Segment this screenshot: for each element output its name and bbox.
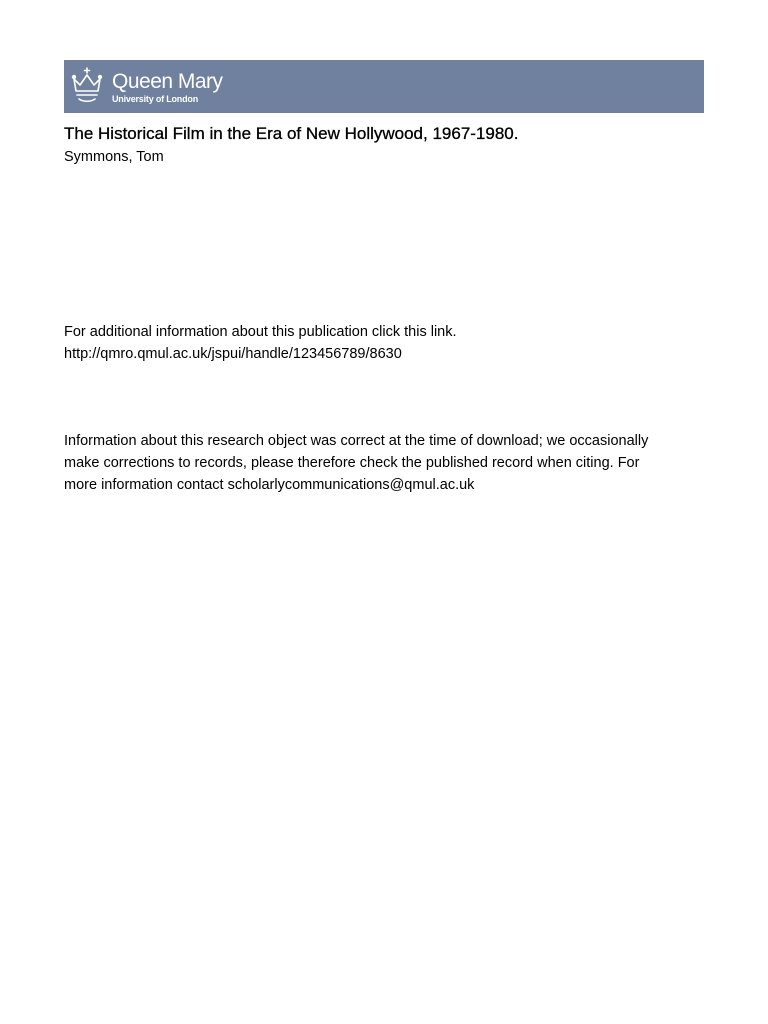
additional-info-block xyxy=(64,321,714,365)
publication-title: The Historical Film in the Era of New Hollywood, 1967-1980. xyxy=(64,124,519,143)
logo-name: Queen Mary xyxy=(112,69,223,93)
publication-link[interactable]: http://qmro.qmul.ac.uk/jspui/handle/123456789/8630 xyxy=(64,346,402,362)
notice-block xyxy=(64,430,714,496)
publication-author: Symmons, Tom xyxy=(64,149,164,165)
crown-crest-icon xyxy=(68,65,106,107)
header-banner xyxy=(64,60,704,113)
additional-info-text: For additional information about this publication click this link. xyxy=(64,324,457,340)
notice-line: Information about this research object was correct at the time of download; we occasionally xyxy=(64,433,649,449)
logo-subtitle: University of London xyxy=(112,93,199,104)
notice-line: make corrections to records, please therefore check the published record when citing. For xyxy=(64,455,640,471)
queen-mary-logo[interactable] xyxy=(68,64,223,108)
notice-line: more information contact scholarlycommunications@qmul.ac.uk xyxy=(64,477,475,493)
